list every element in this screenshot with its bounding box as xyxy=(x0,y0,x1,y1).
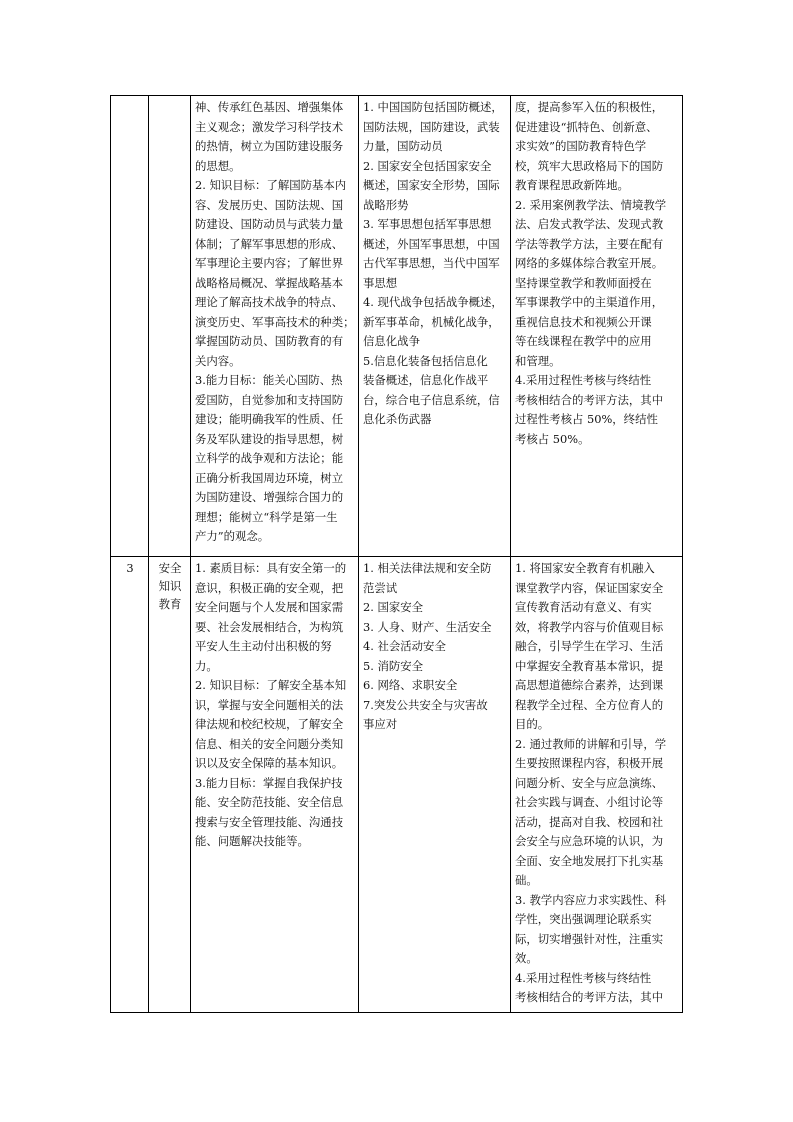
course-table xyxy=(110,95,683,1013)
text-line: 掌握国防动员、国防教育的有 xyxy=(195,334,344,348)
text-line: 4.采用过程性考核与终结性 xyxy=(515,970,652,985)
text-line: 6. 网络、求职安全 xyxy=(363,678,458,692)
content-text xyxy=(363,559,507,735)
text-line: 务及军队建设的指导思想，树 xyxy=(195,431,344,446)
text-line: 信息、相关的安全问题分类知 xyxy=(195,736,344,751)
text-line: 3.能力目标：能关心国防、热 xyxy=(195,373,343,387)
text-line: 宣传教育活动有意义、有实 xyxy=(515,600,652,614)
text-line: 教育 xyxy=(158,597,182,611)
text-line: 主义观念；激发学习科学技术 xyxy=(195,119,344,134)
text-line: 活动，提高对自我、校园和社 xyxy=(515,814,664,829)
text-line: 1. 中国国防包括国防概述， xyxy=(363,100,503,114)
content-text xyxy=(363,98,507,430)
objectives-cell xyxy=(191,557,359,1013)
text-line: 事思想 xyxy=(363,275,398,290)
requirements-cell xyxy=(511,96,683,557)
text-line: 防建设、国防动员与武装力量 xyxy=(195,217,344,231)
text-line: 网络的多媒体综合教室开展。 xyxy=(515,256,664,270)
text-line: 考核相结合的考评方法，其中 xyxy=(515,392,664,407)
requirements-text xyxy=(515,559,679,1008)
text-line: 搜索与安全管理技能、沟通技 xyxy=(195,814,344,829)
text-line: 安全问题与个人发展和国家需 xyxy=(195,600,344,614)
text-line: 要、社会发展相结合，为构筑 xyxy=(195,619,344,634)
text-line: 能、安全防范技能、安全信息 xyxy=(195,795,344,809)
text-line: 平安人生主动付出积极的努 xyxy=(195,639,332,653)
text-line: 社会实践与调查、小组讨论等 xyxy=(515,795,664,809)
objectives-cell xyxy=(191,96,359,557)
text-line: 4. 社会活动安全 xyxy=(363,639,446,653)
course-name-cell xyxy=(149,96,191,557)
text-line: 过程性考核占 50%，终结性 xyxy=(515,412,658,426)
text-line: 战略格局概况、掌握战略基本 xyxy=(195,275,344,290)
text-line: 1. 素质目标：具有安全第一的 xyxy=(195,561,347,575)
row-number: 3 xyxy=(126,561,134,575)
text-line: 2. 采用案例教学法、情境教学 xyxy=(515,197,667,212)
text-line: 中掌握安全教育基本常识，提 xyxy=(515,658,664,673)
text-line: 等在线课程在教学中的应用 xyxy=(515,334,652,348)
text-line: 7.突发公共安全与灾害故 xyxy=(363,697,488,712)
text-line: 融合，引导学生在学习、生活 xyxy=(515,639,664,653)
text-line: 3. 教学内容应力求实践性、科 xyxy=(515,892,667,907)
requirements-cell xyxy=(511,557,683,1013)
text-line: 战略形势 xyxy=(363,197,409,212)
text-line: 国防法规，国防建设，武装 xyxy=(363,119,500,134)
text-line: 息化杀伤武器 xyxy=(363,412,432,426)
text-line: 重视信息技术和视频公开课 xyxy=(515,314,652,329)
text-line: 信息化战争 xyxy=(363,334,420,348)
text-line: 理想；能树立“科学是第一生 xyxy=(195,509,338,524)
text-line: 演变历史、军事高技术的种类； xyxy=(195,314,355,329)
text-line: 际，切实增强针对性，注重实 xyxy=(515,931,664,946)
text-line: 台，综合电子信息系统，信 xyxy=(363,392,500,407)
text-line: 3.能力目标：掌握自我保护技 xyxy=(195,775,343,790)
text-line: 能、问题解决技能等。 xyxy=(195,834,309,848)
text-line: 5.信息化装备包括信息化 xyxy=(363,353,488,368)
text-line: 事应对 xyxy=(363,717,398,731)
text-line: 考核占 50%。 xyxy=(515,431,590,446)
table-row xyxy=(111,557,683,1013)
text-line: 校，筑牢大思政格局下的国防 xyxy=(515,158,664,173)
text-line: 2. 知识目标：了解国防基本内 xyxy=(195,178,347,192)
text-line: 理论了解高技术战争的特点、 xyxy=(195,295,344,309)
text-line: 建设；能明确我军的性质、任 xyxy=(195,412,344,426)
text-line: 度，提高参军入伍的积极性， xyxy=(515,100,664,114)
text-line: 古代军事思想，当代中国军 xyxy=(363,256,500,270)
course-name-cell xyxy=(149,557,191,1013)
table-row xyxy=(111,96,683,557)
text-line: 军事理论主要内容；了解世界 xyxy=(195,256,344,270)
text-line: 2. 知识目标：了解安全基本知 xyxy=(195,678,347,692)
text-line: 2. 通过教师的讲解和引导，学 xyxy=(515,736,667,751)
text-line: 问题分析、安全与应急演练、 xyxy=(515,775,664,790)
text-line: 正确分析我国周边环境，树立 xyxy=(195,470,344,485)
text-line: 为国防建设、增强综合国力的 xyxy=(195,490,344,504)
text-line: 和管理。 xyxy=(515,353,561,368)
row-number-cell xyxy=(111,557,149,1013)
text-line: 生要按照课程内容，积极开展 xyxy=(515,756,664,770)
text-line: 1. 将国家安全教育有机融入 xyxy=(515,561,655,575)
text-line: 目的。 xyxy=(515,717,550,731)
row-number-cell xyxy=(111,96,149,557)
text-line: 教育课程思政新阵地。 xyxy=(515,178,629,192)
text-line: 安全 xyxy=(158,561,182,575)
text-line: 4.采用过程性考核与终结性 xyxy=(515,373,652,387)
text-line: 学性，突出强调理论联系实 xyxy=(515,912,652,926)
text-line: 4. 现代战争包括战争概述， xyxy=(363,295,503,309)
text-line: 容、发展历史、国防法规、国 xyxy=(195,197,344,212)
text-line: 1. 相关法律法规和安全防 xyxy=(363,561,492,575)
text-line: 律法规和校纪校规，了解安全 xyxy=(195,717,344,731)
text-line: 立科学的战争观和方法论；能 xyxy=(195,451,344,465)
text-line: 求实效”的国防教育特色学 xyxy=(515,139,647,153)
text-line: 意识，积极正确的安全观，把 xyxy=(195,580,344,595)
text-line: 识以及安全保障的基本知识。 xyxy=(195,756,344,770)
text-line: 关内容。 xyxy=(195,353,241,368)
text-line: 装备概述，信息化作战平 xyxy=(363,373,489,387)
text-line: 全面、安全地发展打下扎实基 xyxy=(515,853,664,868)
text-line: 3. 人身、财产、生活安全 xyxy=(363,619,492,634)
text-line: 力。 xyxy=(195,658,218,673)
text-line: 的思想。 xyxy=(195,158,241,173)
text-line: 法、启发式教学法、发现式教 xyxy=(515,217,664,231)
text-line: 高思想道德综合素养，达到课 xyxy=(515,678,664,692)
text-line: 坚持课堂教学和教师面授在 xyxy=(515,275,652,290)
text-line: 课堂教学内容，保证国家安全 xyxy=(515,580,664,595)
text-line: 识，掌握与安全问题相关的法 xyxy=(195,697,344,712)
objectives-text xyxy=(195,98,355,547)
text-line: 会安全与应急环境的认识，为 xyxy=(515,834,664,848)
text-line: 学法等教学方法，主要在配有 xyxy=(515,236,664,251)
text-line: 军事课教学中的主渠道作用， xyxy=(515,295,664,309)
content-cell xyxy=(359,557,511,1013)
text-line: 程教学全过程、全方位育人的 xyxy=(515,697,664,712)
text-line: 力量，国防动员 xyxy=(363,139,443,153)
text-line: 范尝试 xyxy=(363,580,398,595)
objectives-text xyxy=(195,559,355,852)
text-line: 2. 国家安全 xyxy=(363,600,424,614)
text-line: 知识 xyxy=(158,579,182,593)
text-line: 5. 消防安全 xyxy=(363,658,424,673)
text-line: 础。 xyxy=(515,873,538,887)
text-line: 爱国防，自觉参加和支持国防 xyxy=(195,392,344,407)
text-line: 考核相结合的考评方法，其中 xyxy=(515,990,664,1004)
text-line: 产力”的观念。 xyxy=(195,529,270,543)
text-line: 概述，国家安全形势，国际 xyxy=(363,178,500,192)
text-line: 效，将教学内容与价值观目标 xyxy=(515,619,664,634)
text-line: 神、传承红色基因、增强集体 xyxy=(195,100,344,114)
text-line: 体制；了解军事思想的形成、 xyxy=(195,236,344,251)
text-line: 促进建设“抓特色、创新意、 xyxy=(515,119,658,134)
content-cell xyxy=(359,96,511,557)
text-line: 概述，外国军事思想，中国 xyxy=(363,236,500,251)
course-name xyxy=(153,559,187,613)
text-line: 的热情，树立为国防建设服务 xyxy=(195,139,344,153)
requirements-text xyxy=(515,98,679,449)
text-line: 效。 xyxy=(515,951,538,965)
text-line: 3. 军事思想包括军事思想 xyxy=(363,217,492,231)
text-line: 新军事革命，机械化战争， xyxy=(363,314,500,329)
text-line: 2. 国家安全包括国家安全 xyxy=(363,158,492,173)
